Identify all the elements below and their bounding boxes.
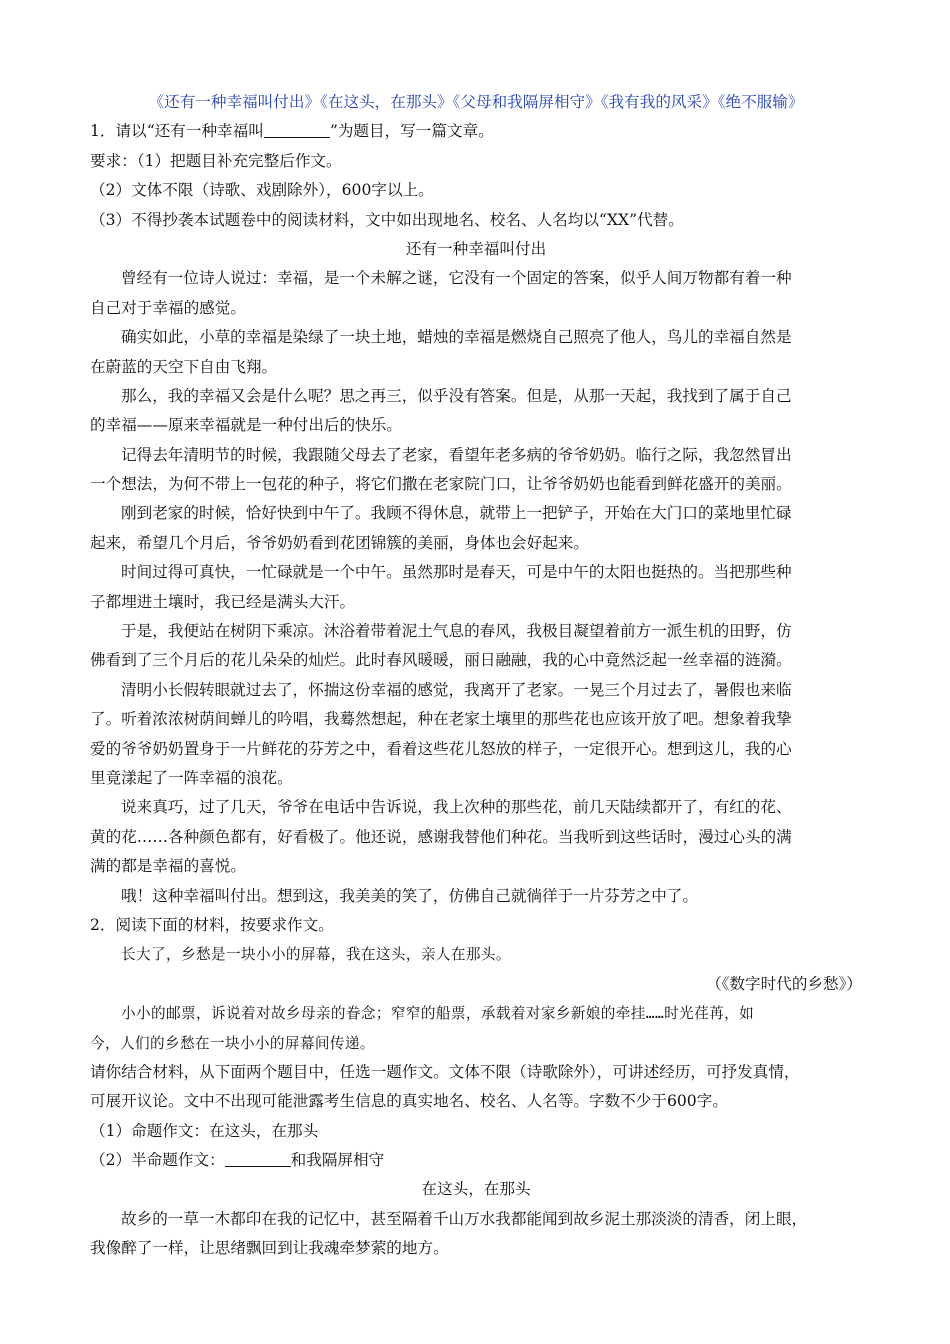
q2-instruction-a: 请你结合材料，从下面两个题目中，任选一题作文。文体不限（诗歌除外），可讲述经历，可抒发真情， — [90, 1062, 800, 1081]
essay-1-line: 里竟漾起了一阵幸福的浪花。 — [90, 768, 293, 787]
fill-in-blank — [225, 1149, 291, 1167]
essay-1-line: 一个想法，为何不带上一包花的种子，将它们撒在老家院门口，让爷爷奶奶也能看到鲜花盛开的美丽。 — [90, 475, 792, 494]
q2-instruction-b: 可展开议论。文中不出现可能泄露考生信息的真实地名、校名、人名等。字数不少于600字。 — [90, 1092, 728, 1111]
essay-1-line: 于是，我便站在树阴下乘凉。沐浴着带着泥土气息的春风，我极目凝望着前方一派生机的田野，仿 — [121, 622, 792, 641]
essay-1-line: 说来真巧，过了几天，爷爷在电话中告诉说，我上次种的那些花，前几天陆续都开了，有红的花、 — [121, 798, 792, 817]
essay-1-line: 起来，希望几个月后，爷爷奶奶看到花团锦簇的美丽，身体也会好起来。 — [90, 533, 590, 552]
essay-1-line: 爱的爷爷奶奶置身于一片鲜花的芬芳之中，看着这些花儿怒放的样子，一定很开心。想到这儿，我的心 — [90, 739, 792, 758]
essay-1-line: 确实如此，小草的幸福是染绿了一块土地，蜡烛的幸福是燃烧自己照亮了他人，鸟儿的幸福自然是 — [121, 328, 792, 347]
essay-1-line: 哦！这种幸福叫付出。想到这，我美美的笑了，仿佛自己就徜徉于一片芬芳之中了。 — [121, 886, 698, 905]
q1-requirement-3: （3）不得抄袭本试题卷中的阅读材料，文中如出现地名、校名、人名均以“XX”代替。 — [90, 210, 684, 229]
title-link-4[interactable]: 《我有我的风采》 — [600, 93, 718, 111]
q1-requirement-1: 要求：（1）把题目补充完整后作文。 — [90, 151, 342, 170]
essay-1-line: 黄的花……各种颜色都有，好看极了。他还说，感谢我替他们种花。当我听到这些话时，漫过心头的满 — [90, 827, 792, 846]
essay-1-line: 自己对于幸福的感觉。 — [90, 298, 246, 317]
essay-1-line: 时间过得可真快，一忙碌就是一个中午。虽然那时是春天，可是中午的太阳也挺热的。当把那些种 — [121, 563, 792, 582]
fill-in-blank — [264, 120, 330, 138]
essay-2-line: 故乡的一草一木都印在我的记忆中，甚至隔着千山万水我都能闻到故乡泥土那淡淡的清香，闭上眼， — [121, 1209, 808, 1228]
q2-option-1: （1）命题作文：在这头，在那头 — [90, 1121, 319, 1140]
title-link-5[interactable]: 《绝不服输》 — [717, 93, 804, 111]
essay-2-title: 在这头，在那头 — [421, 1180, 531, 1199]
essay-1-line: 曾经有一位诗人说过：幸福，是一个未解之谜，它没有一个固定的答案，似乎人间万物都有着一种 — [121, 269, 792, 288]
q2-option-2-part-a: （2）半命题作文： — [90, 1151, 225, 1170]
q2-material-source: （《数字时代的乡愁》） — [706, 974, 862, 993]
question-1-prompt — [90, 117, 862, 146]
essay-1-line: 在蔚蓝的天空下自由飞翔。 — [90, 357, 278, 376]
question-2-prompt: 2．阅读下面的材料，按要求作文。 — [90, 915, 334, 934]
title-link-3[interactable]: 《父母和我隔屏相守》 — [452, 93, 601, 111]
essay-1-line: 刚到老家的时候，恰好快到中午了。我顾不得休息，就带上一把铲子，开始在大门口的菜地里忙碌 — [121, 504, 792, 523]
essay-title-links — [90, 88, 862, 117]
essay-1-line: 记得去年清明节的时候，我跟随父母去了老家，看望年老多病的爷爷奶奶。临行之际，我忽然冒出 — [121, 445, 792, 464]
essay-1-line: 佛看到了三个月后的花儿朵朵的灿烂。此时春风暖暖，丽日融融，我的心中竟然泛起一丝幸福的涟漪。 — [90, 651, 792, 670]
q1-prompt-part-b: ”为题目，写一篇文章。 — [329, 122, 494, 141]
title-link-2[interactable]: 《在这头，在那头》 — [320, 93, 453, 111]
essay-1-title: 还有一种幸福叫付出 — [405, 239, 547, 258]
essay-1-line: 了。听着浓浓树荫间蝉儿的吟唱，我蓦然想起，种在老家土壤里的那些花也应该开放了吧。想象着我挚 — [90, 710, 792, 729]
title-link-1[interactable]: 《还有一种幸福叫付出》 — [148, 93, 321, 111]
essay-2-line: 我像醉了一样，让思绪飘回到让我魂牵梦萦的地方。 — [90, 1239, 449, 1258]
q2-material-2b: 今，人们的乡愁在一块小小的屏幕间传递。 — [90, 1034, 375, 1052]
q2-material-2a: 小小的邮票，诉说着对故乡母亲的眷念；窄窄的船票，承载着对家乡新娘的牵挂……时光荏苒，如 — [121, 1005, 755, 1023]
q1-requirement-2: （2）文体不限（诗歌、戏剧除外），600字以上。 — [90, 181, 434, 200]
q2-option-2 — [90, 1146, 862, 1175]
essay-1-line: 清明小长假转眼就过去了，怀揣这份幸福的感觉，我离开了老家。一晃三个月过去了，暑假也来临 — [121, 680, 792, 699]
q1-prompt-part-a: 1．请以“还有一种幸福叫 — [90, 122, 264, 141]
document-page — [90, 88, 862, 1264]
essay-1-line: 那么，我的幸福又会是什么呢？思之再三，似乎没有答案。但是，从那一天起，我找到了属于自己 — [121, 386, 792, 405]
essay-1-line: 满的都是幸福的喜悦。 — [90, 857, 246, 876]
essay-1-line: 子都埋进土壤时，我已经是满头大汗。 — [90, 592, 356, 611]
q2-material-1: 长大了，乡愁是一块小小的屏幕，我在这头，亲人在那头。 — [121, 946, 511, 964]
q2-option-2-part-b: 和我隔屏相守 — [290, 1151, 385, 1170]
essay-1-line: 的幸福——原来幸福就是一种付出后的快乐。 — [90, 416, 402, 435]
